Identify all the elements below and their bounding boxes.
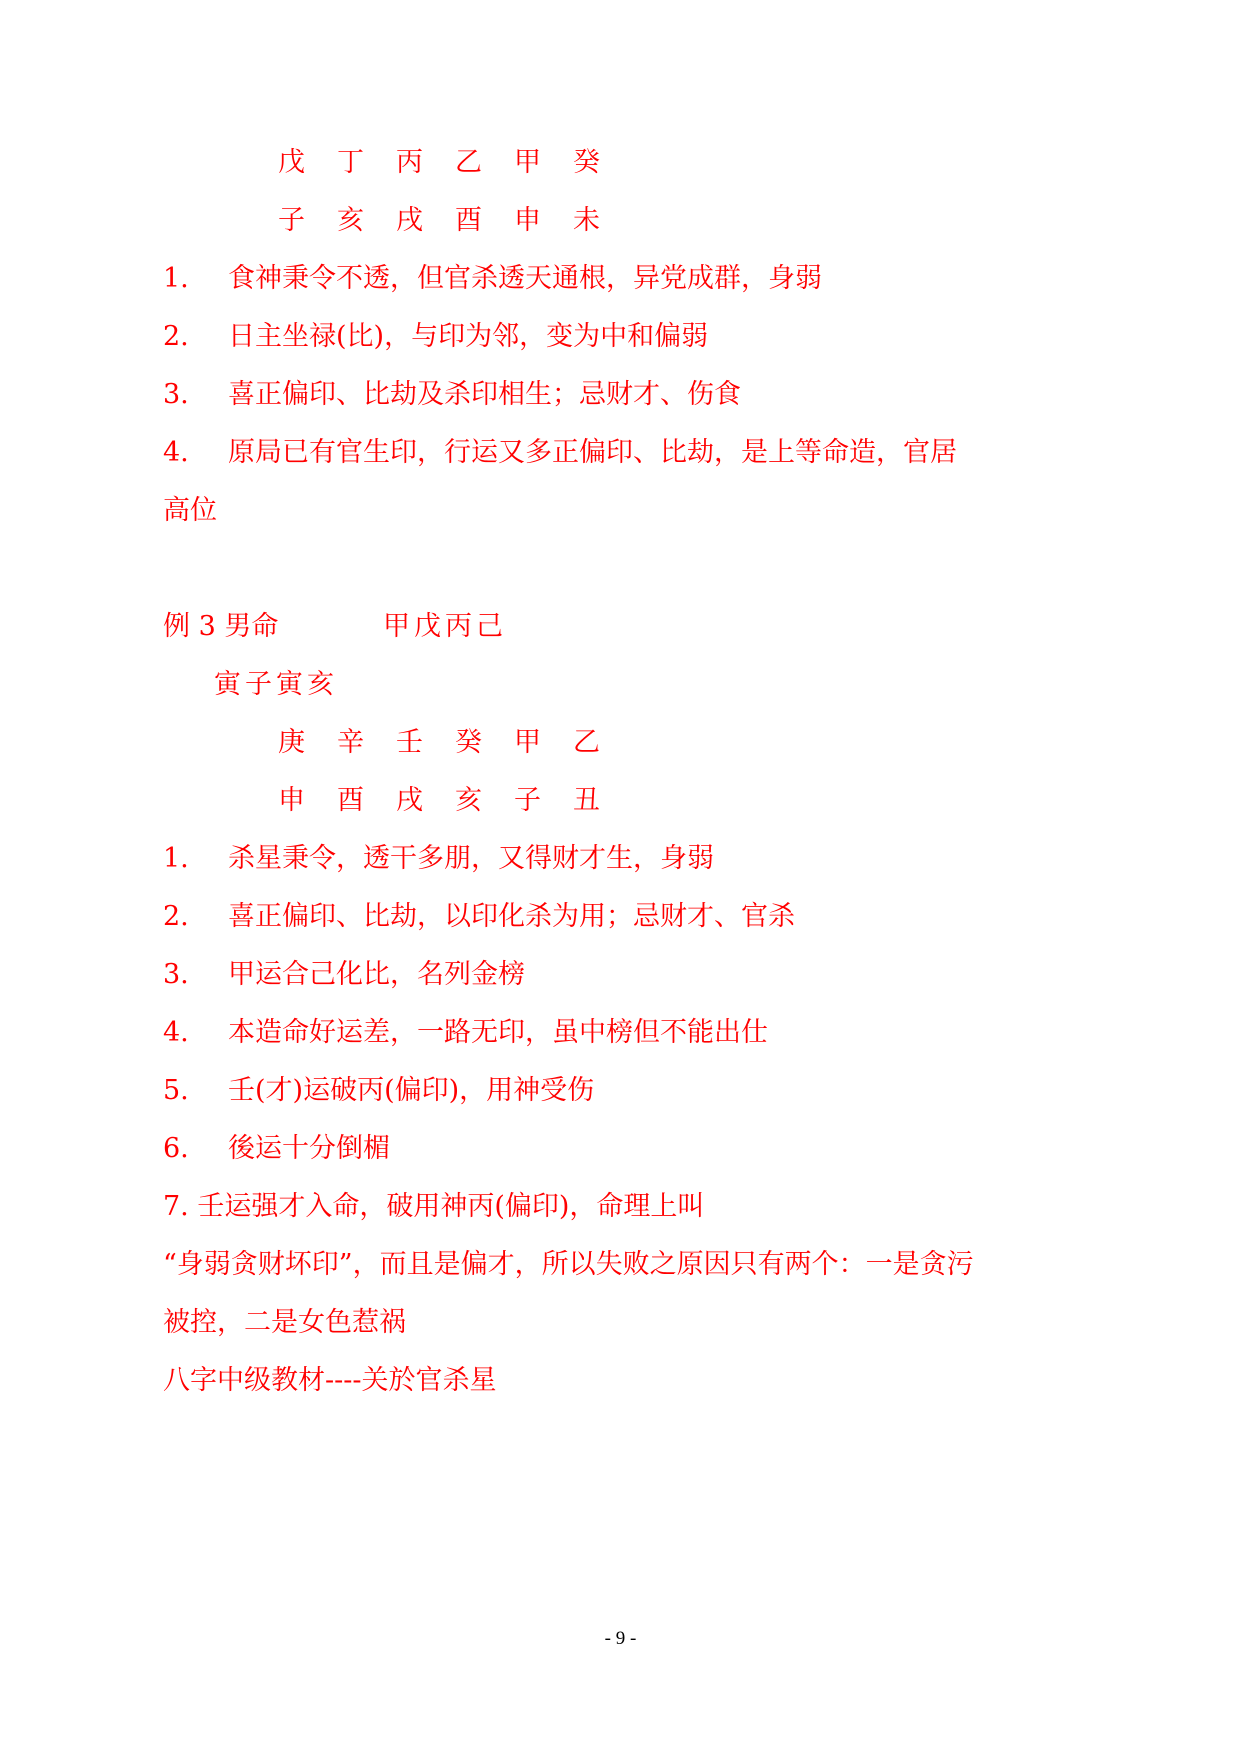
branch-char: 丑 bbox=[573, 785, 600, 816]
stem-char: 己 bbox=[476, 611, 503, 642]
branch-char: 亥 bbox=[337, 205, 364, 236]
branch-char: 申 bbox=[278, 785, 305, 816]
branch-char: 子 bbox=[245, 669, 272, 700]
list-number: 6. bbox=[163, 1133, 189, 1164]
stem-char: 甲 bbox=[514, 147, 541, 178]
list-item bbox=[163, 842, 714, 876]
footer-title: 八字中级教材----关於官杀星 bbox=[163, 1365, 497, 1396]
branch-char: 戌 bbox=[396, 205, 423, 236]
stem-char: 癸 bbox=[455, 727, 482, 758]
stem-char: 辛 bbox=[337, 727, 364, 758]
stem-char: 壬 bbox=[396, 727, 423, 758]
list-item-7-line-2: “身弱贪财坏印”，而且是偏才，所以失败之原因只有两个：一是贪污 bbox=[163, 1249, 974, 1280]
stem-char: 戊 bbox=[414, 611, 441, 642]
list-text: 食神秉令不透，但官杀透天通根，异党成群，身弱 bbox=[228, 263, 822, 294]
stem-char: 甲 bbox=[383, 611, 410, 642]
list-number: 4. bbox=[163, 437, 189, 468]
branch-char: 亥 bbox=[455, 785, 482, 816]
list-item bbox=[163, 262, 822, 296]
stem-char: 丁 bbox=[337, 147, 364, 178]
list-item bbox=[163, 1074, 594, 1108]
branch-char: 亥 bbox=[307, 669, 334, 700]
luck-stems-row bbox=[278, 146, 632, 180]
list-number: 2. bbox=[163, 321, 189, 352]
list-number: 3. bbox=[163, 379, 189, 410]
stem-char: 庚 bbox=[278, 727, 305, 758]
stem-char: 乙 bbox=[573, 727, 600, 758]
branch-char: 寅 bbox=[276, 669, 303, 700]
list-item-7: 7. 壬运强才入命，破用神丙(偏印)，命理上叫 bbox=[163, 1191, 705, 1222]
stem-char: 乙 bbox=[455, 147, 482, 178]
branch-char: 子 bbox=[514, 785, 541, 816]
list-number: 2. bbox=[163, 901, 189, 932]
list-item bbox=[163, 958, 525, 992]
branch-char: 未 bbox=[573, 205, 600, 236]
list-text: 日主坐禄(比)，与印为邻，变为中和偏弱 bbox=[228, 321, 709, 352]
list-number: 1. bbox=[163, 263, 189, 294]
list-text: 壬(才)运破丙(偏印)，用神受伤 bbox=[228, 1075, 595, 1106]
branch-char: 子 bbox=[278, 205, 305, 236]
luck-branches-row bbox=[278, 204, 632, 238]
branch-char: 寅 bbox=[214, 669, 241, 700]
branch-char: 酉 bbox=[455, 205, 482, 236]
branch-char: 申 bbox=[514, 205, 541, 236]
heading-stems bbox=[383, 611, 507, 642]
list-item-7-line-3: 被控，二是女色惹祸 bbox=[163, 1307, 406, 1338]
page-number: - 9 - bbox=[604, 1628, 637, 1649]
list-text: 後运十分倒楣 bbox=[228, 1133, 390, 1164]
list-text: 本造命好运差，一路无印，虽中榜但不能出仕 bbox=[228, 1017, 768, 1048]
list-text: 喜正偏印、比劫，以印化杀为用；忌财才、官杀 bbox=[228, 901, 795, 932]
list-item bbox=[163, 900, 795, 934]
branches-line bbox=[214, 668, 338, 702]
stem-char: 戊 bbox=[278, 147, 305, 178]
list-number: 5. bbox=[163, 1075, 189, 1106]
branch-char: 酉 bbox=[337, 785, 364, 816]
list-item bbox=[163, 378, 741, 412]
list-item-continuation: 高位 bbox=[163, 495, 217, 526]
stem-char: 甲 bbox=[514, 727, 541, 758]
list-item bbox=[163, 320, 708, 354]
list-text: 原局已有官生印，行运又多正偏印、比劫，是上等命造，官居 bbox=[228, 437, 957, 468]
stem-char: 丙 bbox=[396, 147, 423, 178]
list-text: 杀星秉令，透干多朋，又得财才生，身弱 bbox=[228, 843, 714, 874]
list-number: 4. bbox=[163, 1017, 189, 1048]
list-item bbox=[163, 1132, 390, 1166]
luck-branches-row bbox=[278, 784, 632, 818]
list-item bbox=[163, 436, 957, 470]
example-heading bbox=[163, 610, 507, 644]
list-text: 喜正偏印、比劫及杀印相生；忌财才、伤食 bbox=[228, 379, 741, 410]
example-label: 例 3 男命 bbox=[163, 611, 279, 642]
list-item bbox=[163, 1016, 768, 1050]
list-text: 甲运合己化比，名列金榜 bbox=[228, 959, 525, 990]
stem-char: 丙 bbox=[445, 611, 472, 642]
luck-stems-row bbox=[278, 726, 632, 760]
stem-char: 癸 bbox=[573, 147, 600, 178]
list-number: 3. bbox=[163, 959, 189, 990]
branch-char: 戌 bbox=[396, 785, 423, 816]
list-number: 1. bbox=[163, 843, 189, 874]
